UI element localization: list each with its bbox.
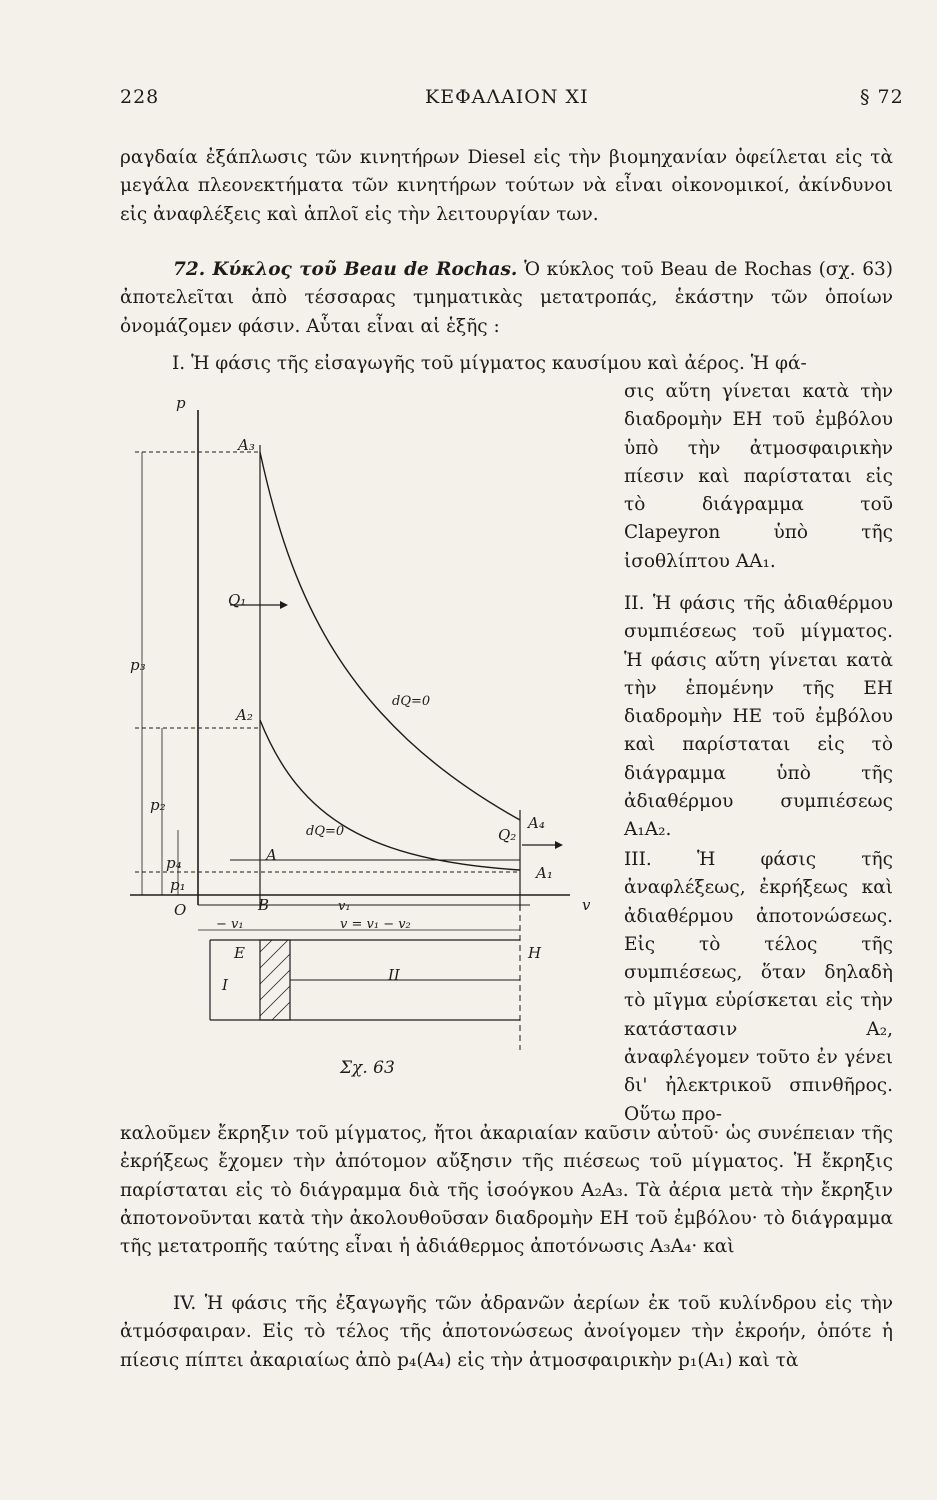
label-A1: A₁ — [536, 864, 553, 882]
label-v-axis: v — [582, 896, 590, 914]
label-A: A — [266, 846, 277, 864]
label-minus-v1: − v₁ — [216, 917, 244, 932]
label-II: II — [388, 966, 400, 984]
label-p3: p₃ — [130, 656, 146, 674]
figure-caption: Σχ. 63 — [340, 1058, 395, 1078]
label-Q2: Q₂ — [498, 826, 517, 844]
section-72-paragraph — [120, 256, 893, 341]
label-Q1: Q₁ — [228, 591, 247, 609]
label-I: I — [222, 976, 228, 994]
label-dQ-lower: dQ=0 — [306, 824, 345, 839]
label-O: O — [174, 901, 187, 919]
label-E: E — [234, 944, 245, 962]
chapter-title: ΚΕΦΑΛΑΙΟΝ XI — [425, 86, 589, 108]
label-p: p — [176, 394, 186, 412]
side-text-phase-2: II. Ἡ φάσις τῆς ἀδιαθέρμου συμπιέσεως τοῦ μίγματος. Ἡ φάσις αὕτη γίνεται κατὰ τὴν ἑπομένην τῆς ΕΗ διαδρομὴν ΗΕ τοῦ ἐμβόλου καὶ παρίσταται εἰς τὸ διάγραμμα ὑπὸ τῆς ἀδιαθέρμου συμπιέσεως Α₁Α₂. — [624, 593, 893, 841]
label-dQ-upper: dQ=0 — [392, 694, 431, 709]
page-number: 228 — [120, 86, 160, 108]
label-H: H — [528, 944, 542, 962]
figure-63-diagram — [130, 390, 590, 1090]
section-number: 72. — [173, 259, 206, 280]
section-text: Ὁ κύκλος τοῦ Beau de Rochas (σχ. 63) ἀποτελεῖται ἀπὸ τέσσαρας τμηματικὰς μετατροπάς, ἑκάστην τῶν ὁποίων ὀνομάζομεν φάσιν. Αὗται εἶναι αἱ ἑξῆς : — [120, 259, 893, 337]
phase-4-paragraph: IV. Ἡ φάσις τῆς ἐξαγωγῆς τῶν ἀδρανῶν ἀερίων ἐκ τοῦ κυλίνδρου εἰς τὴν ἀτμόσφαιραν. Εἰς τὸ τέλος τῆς ἀποτονώσεως ἀνοίγομεν τὴν ἐκροήν, ὁπότε ἡ πίεσις πίπτει ἀκαριαίως ἀπὸ p₄(Α₄) εἰς τὴν ἀτμοσφαιρικὴν p₁(Α₁) καὶ τὰ — [120, 1293, 893, 1371]
continuation-paragraph: καλοῦμεν ἔκρηξιν τοῦ μίγματος, ἤτοι ἀκαριαίαν καῦσιν αὐτοῦ· ὡς συνέπειαν τῆς ἐκρήξεως ἔχομεν τὴν ἀπότομον αὔξησιν τῆς πιέσεως τοῦ μίγματος. Ἡ ἔκρηξις παρίσταται εἰς τὸ διάγραμμα διὰ τῆς ἰσοόγκου Α₂Α₃. Τὰ ἀέρια μετὰ τὴν ἔκρηξιν ἀποτονοῦνται κατὰ τὴν ἀκολουθοῦσαν διαδρομὴν ΕΗ τοῦ ἐμβόλου· τὸ διάγραμμα τῆς μετατροπῆς ταύτης εἶναι ἡ ἀδιάθερμος ἀποτόνωσις Α₃Α₄· καὶ — [120, 1123, 893, 1258]
section-title: Κύκλος τοῦ Beau de Rochas. — [212, 259, 518, 280]
label-p2: p₂ — [150, 796, 166, 814]
label-B: B — [258, 896, 270, 914]
label-A4: A₄ — [528, 814, 545, 832]
intro-paragraph: ραγδαία ἐξάπλωσις τῶν κινητήρων Diesel εἰς τὴν βιομηχανίαν ὀφείλεται εἰς τὰ μεγάλα πλεονεκτήματα τῶν κινητήρων τούτων νὰ εἶναι οἰκονομικοί, ἀκίνδυνοι εἰς ἀναφλέξεις καὶ ἁπλοῖ εἰς τὴν λειτουργίαν των. — [120, 147, 893, 225]
label-A3: A₃ — [238, 436, 255, 454]
label-A2: A₂ — [236, 706, 253, 724]
label-p1: p₁ — [170, 876, 186, 894]
section-ref: § 72 — [860, 86, 904, 108]
label-p4: p₄ — [166, 854, 182, 872]
label-v-eq: v = v₁ − v₂ — [340, 917, 411, 932]
phase-1-line: I. Ἡ φάσις τῆς εἰσαγωγῆς τοῦ μίγματος καυσίμου καὶ ἀέρος. Ἡ φά- — [172, 353, 807, 374]
label-v1: v₁ — [338, 899, 351, 914]
side-text-phase-3: III. Ἡ φάσις τῆς ἀναφλέξεως, ἐκρήξεως καὶ ἀδιαθέρμου ἀποτονώσεως. Εἰς τὸ τέλος τῆς συμπιέσεως, ὅταν δηλαδὴ τὸ μῖγμα εὑρίσκεται εἰς τὴν κατάστασιν Α₂, ἀναφλέγομεν τοῦτο ἐν γένει δι' ἠλεκτρικοῦ σπινθῆρος. Οὕτω προ- — [624, 849, 893, 1125]
side-text-phase-1: σις αὕτη γίνεται κατὰ τὴν διαδρομὴν ΕΗ τοῦ ἐμβόλου ὑπὸ τὴν ἀτμοσφαιρικὴν πίεσιν καὶ παρίσταται εἰς τὸ διάγραμμα τοῦ Clapeyron ὑπὸ τῆς ἰσοθλίπτου ΑΑ₁. — [624, 381, 893, 572]
